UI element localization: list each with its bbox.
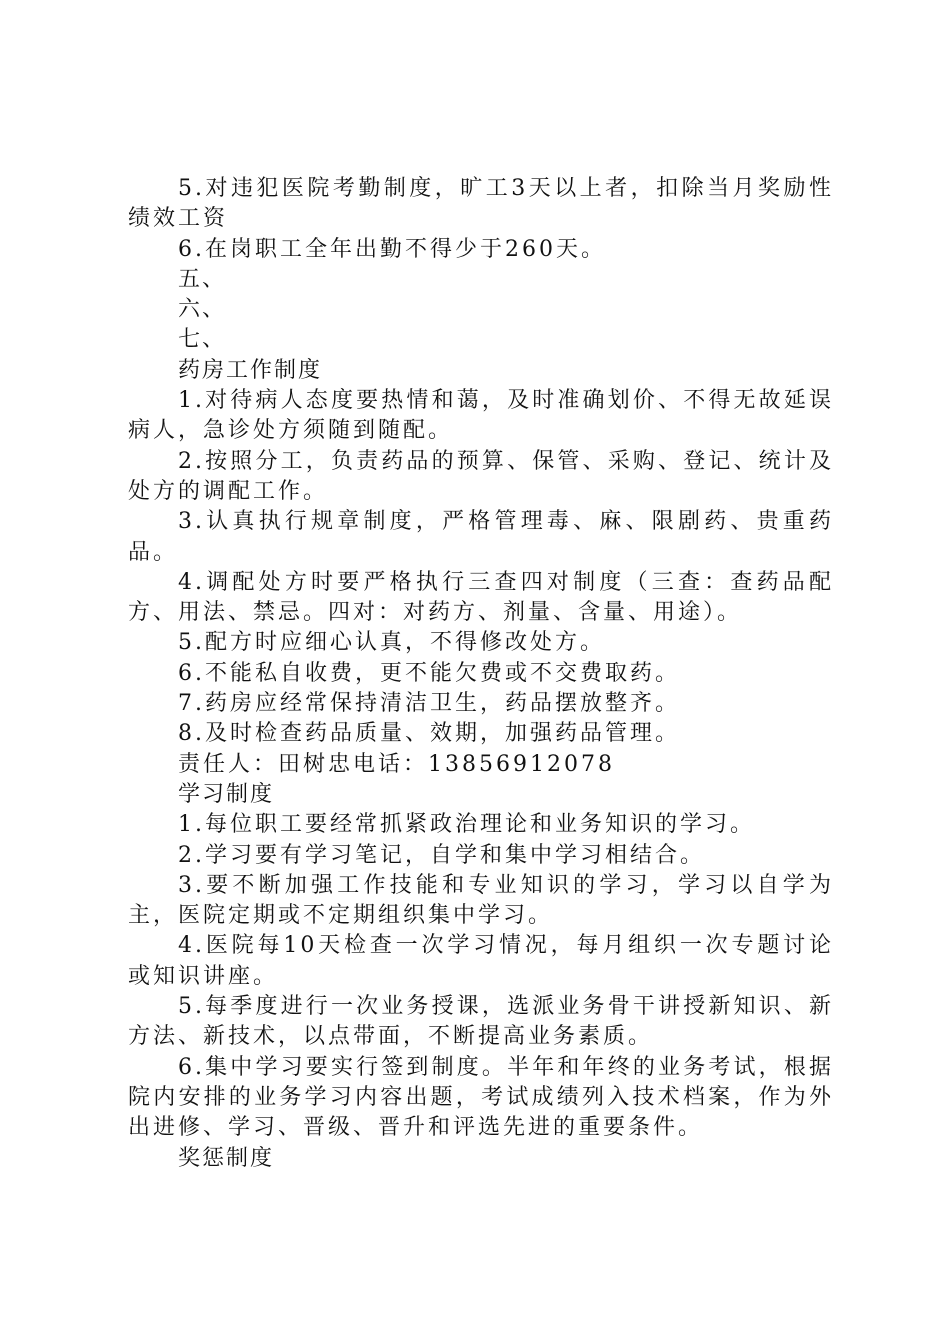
section-title-study: 学习制度	[178, 781, 275, 807]
paragraph-pharmacy-2: 2.按照分工，负责药品的预算、保管、采购、登记、统计及处方的调配工作。	[128, 448, 834, 504]
paragraph-attendance-6: 6.在岗职工全年出勤不得少于260天。	[178, 236, 606, 262]
paragraph-pharmacy-5: 5.配方时应细心认真，不得修改处方。	[178, 630, 605, 656]
section-title-pharmacy: 药房工作制度	[178, 357, 323, 383]
paragraph-pharmacy-7: 7.药房应经常保持清洁卫生，药品摆放整齐。	[178, 691, 680, 717]
responsible-person: 责任人：田树忠电话：13856912078	[178, 751, 615, 777]
paragraph-pharmacy-3: 3.认真执行规章制度，严格管理毒、麻、限剧药、贵重药品。	[128, 509, 834, 565]
paragraph-pharmacy-8: 8.及时检查药品质量、效期，加强药品管理。	[178, 721, 680, 747]
paragraph-study-5: 5.每季度进行一次业务授课，选派业务骨干讲授新知识、新方法、新技术，以点带面，不断提高业务素质。	[128, 994, 834, 1050]
paragraph-study-2: 2.学习要有学习笔记，自学和集中学习相结合。	[178, 842, 705, 868]
paragraph-study-6: 6.集中学习要实行签到制度。半年和年终的业务考试，根据院内安排的业务学习内容出题，考试成绩列入技术档案，作为外出进修、学习、晋级、晋升和评选先进的重要条件。	[128, 1054, 834, 1141]
paragraph-pharmacy-6: 6.不能私自收费，更不能欠费或不交费取药。	[178, 660, 680, 686]
section-title-rewards: 奖惩制度	[178, 1145, 275, 1171]
paragraph-study-3: 3.要不断加强工作技能和专业知识的学习，学习以自学为主，医院定期或不定期组织集中学习。	[128, 872, 834, 929]
paragraph-study-4: 4.医院每10天检查一次学习情况，每月组织一次专题讨论或知识讲座。	[128, 933, 834, 989]
heading-five: 五、	[178, 266, 227, 292]
paragraph-pharmacy-4: 4.调配处方时要严格执行三查四对制度（三查：查药品配方、用法、禁忌。四对：对药方、剂量、含量、用途）。	[128, 569, 834, 626]
heading-six: 六、	[178, 297, 227, 323]
document-body	[128, 174, 834, 1174]
heading-seven: 七、	[178, 327, 227, 353]
paragraph-pharmacy-1: 1.对待病人态度要热情和蔼，及时准确划价、不得无故延误病人，急诊处方须随到随配。	[128, 388, 834, 444]
paragraph-attendance-5: 5.对违犯医院考勤制度，旷工3天以上者，扣除当月奖励性绩效工资	[128, 176, 834, 232]
paragraph-study-1: 1.每位职工要经常抓紧政治理论和业务知识的学习。	[178, 812, 755, 838]
